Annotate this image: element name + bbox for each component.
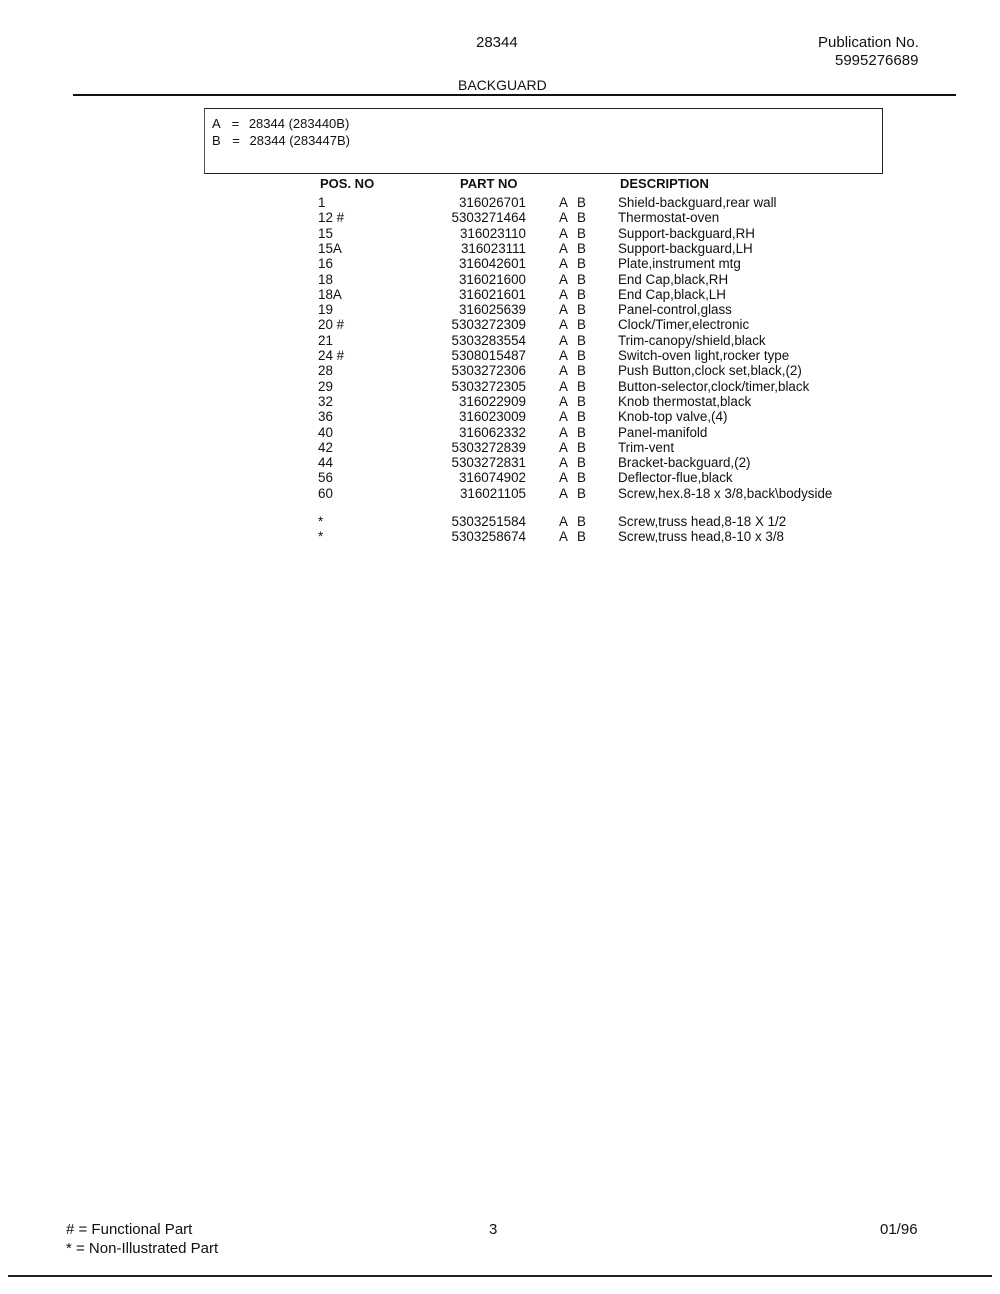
bottom-divider: [8, 1275, 992, 1277]
non-illustrated-part-legend: * = Non-Illustrated Part: [66, 1240, 219, 1257]
variant-a-cell: A: [559, 393, 568, 409]
description-cell: Screw,truss head,8-18 X 1/2: [618, 514, 787, 529]
description-cell: End Cap,black,LH: [618, 286, 726, 302]
description-cell: Thermostat-oven: [618, 210, 720, 226]
revision-date: 01/96: [880, 1221, 918, 1238]
variant-b-cell: B: [577, 514, 586, 529]
variant-a-cell: A: [559, 240, 568, 256]
part-row: [0, 394, 1000, 409]
variant-b-cell: B: [577, 256, 586, 272]
variant-b-cell: B: [577, 332, 586, 348]
variant-a-cell: A: [559, 256, 568, 272]
variant-a-line: [212, 116, 349, 131]
pos-cell: *: [318, 514, 324, 529]
part-number-cell: 316021601: [458, 286, 526, 302]
variant-a-cell: A: [559, 378, 568, 394]
pos-cell: 44: [318, 455, 333, 471]
pos-cell: 56: [318, 470, 333, 486]
description-cell: Knob-top valve,(4): [618, 409, 728, 425]
variant-b-cell: B: [577, 529, 586, 545]
part-row: [0, 470, 1000, 485]
variant-b-cell: B: [577, 393, 586, 409]
page-number: 3: [489, 1221, 498, 1238]
part-row: [0, 363, 1000, 378]
part-number-cell: 316062332: [458, 424, 526, 440]
variant-a-cell: A: [559, 514, 568, 529]
part-number-cell: 5303258674: [451, 529, 526, 545]
variant-a-cell: A: [559, 470, 568, 486]
variant-a-cell: A: [559, 409, 568, 425]
variant-a-equals: =: [231, 116, 240, 131]
description-cell: Bracket-backguard,(2): [618, 455, 751, 471]
part-number-cell: 5303271464: [451, 210, 526, 226]
variant-a-cell: A: [559, 529, 568, 545]
pos-cell: 20 #: [318, 317, 345, 333]
part-number-cell: 316023110: [459, 225, 526, 241]
variant-a-cell: A: [559, 332, 568, 348]
part-number-cell: 5308015487: [451, 348, 526, 363]
part-number-cell: 5303272309: [451, 317, 526, 333]
variant-b-cell: B: [577, 424, 586, 440]
variant-b-cell: B: [577, 195, 586, 210]
variant-a-cell: A: [559, 210, 568, 226]
variant-b-cell: B: [577, 317, 586, 333]
part-row: [0, 409, 1000, 424]
column-header-part: PART NO: [460, 176, 518, 191]
description-cell: Support-backguard,LH: [618, 240, 753, 256]
part-number-cell: 316026701: [458, 195, 526, 210]
variant-a-letter: A: [212, 116, 220, 131]
pos-cell: *: [318, 529, 324, 545]
part-number-cell: 316022909: [458, 393, 526, 409]
part-number-cell: 316074902: [458, 470, 526, 486]
variant-b-letter: B: [212, 133, 221, 148]
part-row: [0, 272, 1000, 287]
model-number: 28344: [476, 34, 518, 51]
part-row: [0, 287, 1000, 302]
part-number-cell: 5303272306: [451, 363, 526, 379]
variant-b-cell: B: [577, 363, 586, 379]
part-row: [0, 333, 1000, 348]
variant-a-cell: A: [559, 302, 568, 318]
description-cell: Clock/Timer,electronic: [618, 317, 750, 333]
description-cell: Plate,instrument mtg: [618, 256, 741, 272]
variant-a-cell: A: [559, 363, 568, 379]
variant-a-cell: A: [559, 317, 568, 333]
variant-a-cell: A: [559, 439, 568, 455]
variant-a-cell: A: [559, 225, 568, 241]
description-cell: Screw,hex.8-18 x 3/8,back\bodyside: [618, 485, 833, 501]
pos-cell: 40: [318, 424, 333, 440]
part-number-cell: 5303272831: [451, 455, 526, 471]
variant-a-text: 28344 (283440B): [248, 116, 350, 131]
pos-cell: 24 #: [318, 348, 345, 363]
description-cell: Support-backguard,RH: [618, 225, 755, 241]
variant-b-text: 28344 (283447B): [249, 133, 350, 148]
description-cell: Trim-vent: [618, 439, 675, 455]
part-number-cell: 316042601: [458, 256, 526, 272]
variant-b-line: [212, 133, 350, 148]
part-number-cell: 5303272305: [451, 378, 526, 394]
pos-cell: 18A: [318, 286, 342, 302]
part-row: [0, 210, 1000, 225]
part-number-cell: 316025639: [458, 302, 526, 318]
description-cell: Button-selector,clock/timer,black: [618, 378, 810, 394]
part-row: [0, 455, 1000, 470]
description-cell: Knob thermostat,black: [618, 393, 752, 409]
pos-cell: 16: [318, 256, 333, 272]
variant-b-cell: B: [577, 439, 586, 455]
description-cell: Push Button,clock set,black,(2): [618, 363, 802, 379]
description-cell: Trim-canopy/shield,black: [618, 332, 766, 348]
part-row: [0, 302, 1000, 317]
pos-cell: 36: [318, 409, 333, 425]
non-illustrated-part-row: [0, 529, 1000, 544]
part-row: [0, 317, 1000, 332]
variant-b-equals: =: [232, 133, 240, 148]
variant-b-cell: B: [577, 455, 586, 471]
description-cell: Panel-control,glass: [618, 302, 732, 318]
functional-part-legend: # = Functional Part: [66, 1221, 193, 1238]
non-illustrated-part-row: [0, 514, 1000, 529]
variant-b-cell: B: [577, 470, 586, 486]
variant-a-cell: A: [559, 286, 568, 302]
pos-cell: 19: [318, 302, 333, 318]
section-title: BACKGUARD: [458, 77, 547, 93]
publication-number: 5995276689: [835, 52, 919, 69]
header-divider: [73, 94, 956, 96]
variant-b-cell: B: [577, 348, 586, 363]
part-row: [0, 440, 1000, 455]
variant-b-cell: B: [577, 286, 586, 302]
part-number-cell: 5303283554: [451, 332, 526, 348]
variant-b-cell: B: [577, 210, 586, 226]
variant-b-cell: B: [577, 378, 586, 394]
description-cell: Switch-oven light,rocker type: [618, 348, 790, 363]
description-cell: Shield-backguard,rear wall: [618, 195, 777, 210]
publication-label: Publication No.: [818, 34, 919, 51]
part-number-cell: 5303251584: [451, 514, 526, 529]
variant-a-cell: A: [559, 348, 568, 363]
part-number-cell: 5303272839: [451, 439, 526, 455]
part-number-cell: 316023111: [460, 240, 526, 256]
variant-a-cell: A: [559, 195, 568, 210]
part-number-cell: 316021600: [458, 271, 526, 287]
pos-cell: 60: [318, 485, 333, 501]
pos-cell: 21: [318, 332, 333, 348]
variant-b-cell: B: [577, 240, 586, 256]
variant-a-cell: A: [559, 455, 568, 471]
description-cell: Screw,truss head,8-10 x 3/8: [618, 529, 784, 545]
variant-b-cell: B: [577, 271, 586, 287]
part-number-cell: 316023009: [458, 409, 526, 425]
description-cell: Deflector-flue,black: [618, 470, 733, 486]
pos-cell: 18: [318, 271, 333, 287]
part-number-cell: 316021105: [459, 485, 526, 501]
variant-b-cell: B: [577, 302, 586, 318]
variant-a-cell: A: [559, 424, 568, 440]
variant-b-cell: B: [577, 485, 586, 501]
description-cell: Panel-manifold: [618, 424, 708, 440]
pos-cell: 15: [318, 225, 333, 241]
variant-b-cell: B: [577, 409, 586, 425]
pos-cell: 1: [318, 195, 326, 210]
pos-cell: 12 #: [318, 210, 345, 226]
pos-cell: 15A: [318, 240, 342, 256]
part-row: [0, 226, 1000, 241]
variant-a-cell: A: [559, 485, 568, 501]
part-row: [0, 425, 1000, 440]
pos-cell: 32: [318, 393, 333, 409]
pos-cell: 29: [318, 378, 333, 394]
column-header-pos: POS. NO: [320, 176, 375, 191]
column-header-description: DESCRIPTION: [620, 176, 709, 191]
part-row: [0, 256, 1000, 271]
pos-cell: 42: [318, 439, 333, 455]
part-row: [0, 379, 1000, 394]
pos-cell: 28: [318, 363, 333, 379]
variant-b-cell: B: [577, 225, 586, 241]
part-row: [0, 195, 1000, 210]
variant-a-cell: A: [559, 271, 568, 287]
part-row: [0, 348, 1000, 363]
part-row: [0, 241, 1000, 256]
description-cell: End Cap,black,RH: [618, 271, 729, 287]
part-row: [0, 486, 1000, 501]
